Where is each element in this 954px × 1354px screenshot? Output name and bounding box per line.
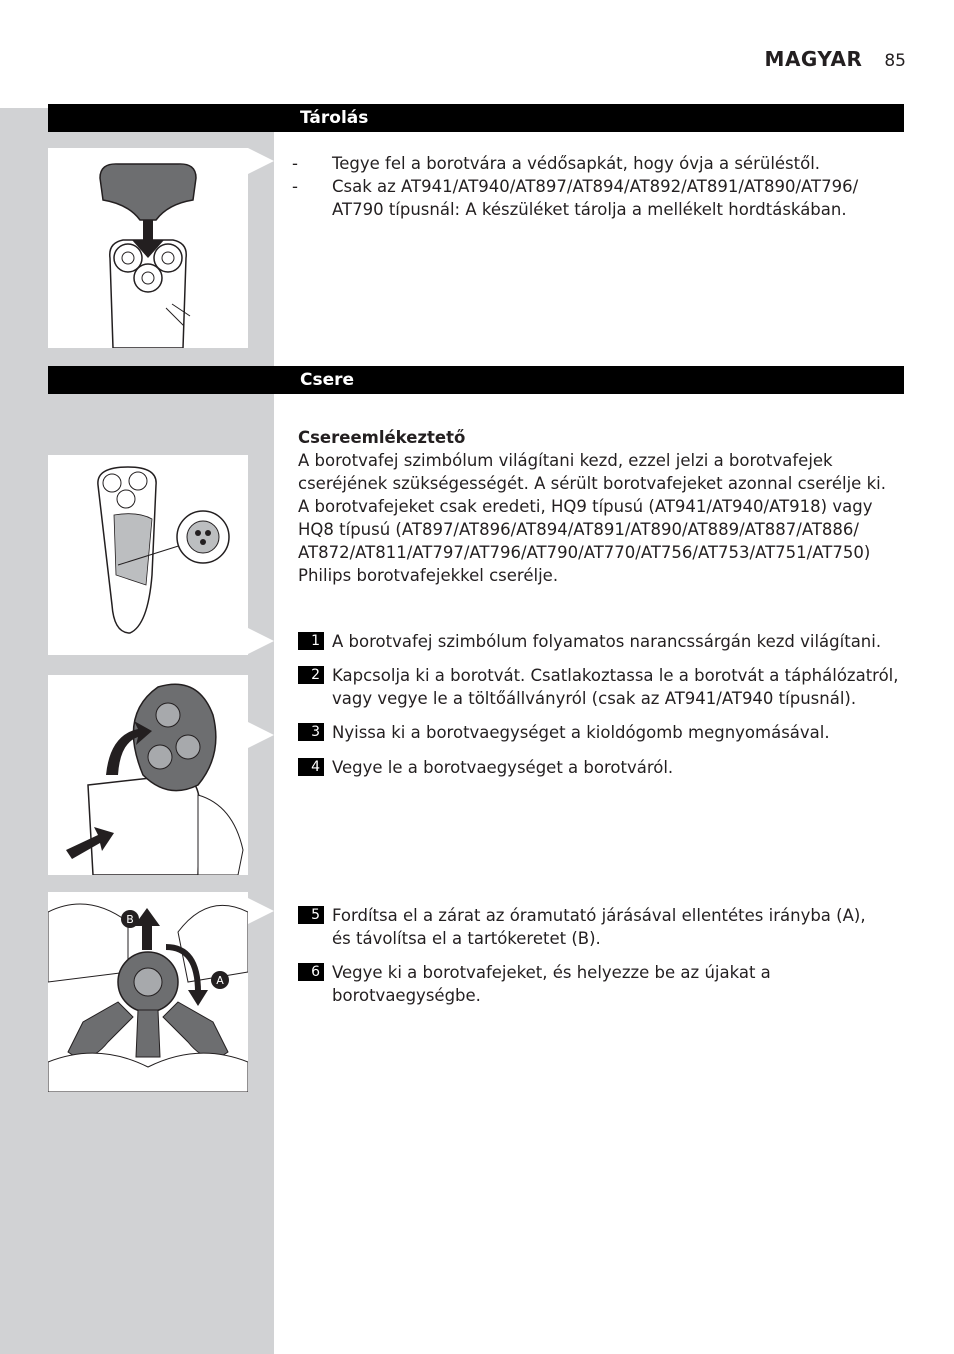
list-dash: - (292, 177, 298, 196)
reminder-line: AT872/AT811/AT797/AT796/AT790/AT770/AT756/AT753/AT751/AT750) (298, 543, 871, 562)
step-number: 4 (298, 758, 324, 776)
reminder-line: A borotvafejeket csak eredeti, HQ9 típusú (AT941/AT940/AT918) vagy (298, 497, 873, 516)
list-text: AT790 típusnál: A készüléket tárolja a mellékelt hordtáskában. (332, 200, 847, 219)
list-indent (292, 198, 332, 221)
step-text: Vegye ki a borotvafejeket, és helyezze be az újakat a borotvaegységbe. (332, 963, 771, 1005)
section-title-storage: Tárolás (300, 108, 369, 128)
figure-pointer (248, 148, 274, 174)
figure-shaver-symbol (48, 455, 248, 655)
figure-shaver-cap (48, 148, 248, 348)
figure-retaining-frame (48, 892, 248, 1092)
label-a: A (216, 974, 224, 987)
reminder-paragraph (298, 426, 908, 587)
step-number: 3 (298, 723, 324, 741)
section-header-replacement (48, 366, 904, 394)
list-item (292, 152, 892, 175)
figure-pointer (248, 722, 274, 748)
figure-pointer (248, 628, 274, 654)
step-2 (298, 664, 913, 710)
list-text: Tegye fel a borotvára a védősapkát, hogy óvja a sérüléstől. (332, 154, 821, 173)
reminder-line: Philips borotvafejekkel cserélje. (298, 566, 559, 585)
figure-open-unit (48, 675, 248, 875)
step-text: és távolítsa el a tartókeretet (B). (332, 929, 601, 948)
list-item-continued (292, 198, 892, 221)
reminder-line: cseréjének szükségességét. A sérült borotvafejeket azonnal cserélje ki. (298, 474, 886, 493)
step-number: 2 (298, 666, 324, 684)
language-label: MAGYAR (764, 47, 863, 71)
section-title-replacement: Csere (300, 370, 355, 390)
step-text-block (332, 904, 913, 950)
list-item (292, 175, 892, 198)
reminder-line: HQ8 típusú (AT897/AT896/AT894/AT891/AT890/AT889/AT887/AT886/ (298, 520, 859, 539)
step-3 (298, 721, 913, 744)
step-number: 6 (298, 963, 324, 981)
step-text-block (332, 664, 913, 710)
shaver-symbol-illustration (48, 455, 248, 655)
section-header-storage (48, 104, 904, 132)
list-dash: - (292, 154, 298, 173)
step-text: A borotvafej szimbólum folyamatos narancssárgán kezd világítani. (332, 632, 882, 651)
step-text: Vegye le a borotvaegységet a borotváról. (332, 758, 674, 777)
page-number: 85 (884, 51, 906, 71)
step-6 (298, 961, 913, 1007)
reminder-title: Csereemlékeztető (298, 428, 466, 447)
step-number: 1 (298, 632, 324, 650)
label-b: B (126, 913, 134, 926)
open-shaving-unit-illustration (48, 675, 248, 875)
step-text: Fordítsa el a zárat az óramutató járásával ellentétes irányba (A), (332, 906, 866, 925)
retaining-frame-illustration (48, 892, 248, 1092)
list-text: Csak az AT941/AT940/AT897/AT894/AT892/AT891/AT890/AT796/ (332, 177, 859, 196)
page-header (765, 47, 906, 71)
step-text: vagy vegye le a töltőállványról (csak az AT941/AT940 típusnál). (332, 689, 857, 708)
step-4 (298, 756, 913, 779)
shaver-cap-illustration (48, 148, 248, 348)
step-1 (298, 630, 913, 653)
step-number: 5 (298, 906, 324, 924)
step-5 (298, 904, 913, 950)
storage-list (292, 152, 892, 221)
figure-pointer (248, 898, 274, 924)
step-text: Kapcsolja ki a borotvát. Csatlakoztassa le a borotvát a táphálózatról, (332, 666, 899, 685)
reminder-line: A borotvafej szimbólum világítani kezd, ezzel jelzi a borotvafejek (298, 451, 833, 470)
step-text: Nyissa ki a borotvaegységet a kioldógomb megnyomásával. (332, 723, 830, 742)
